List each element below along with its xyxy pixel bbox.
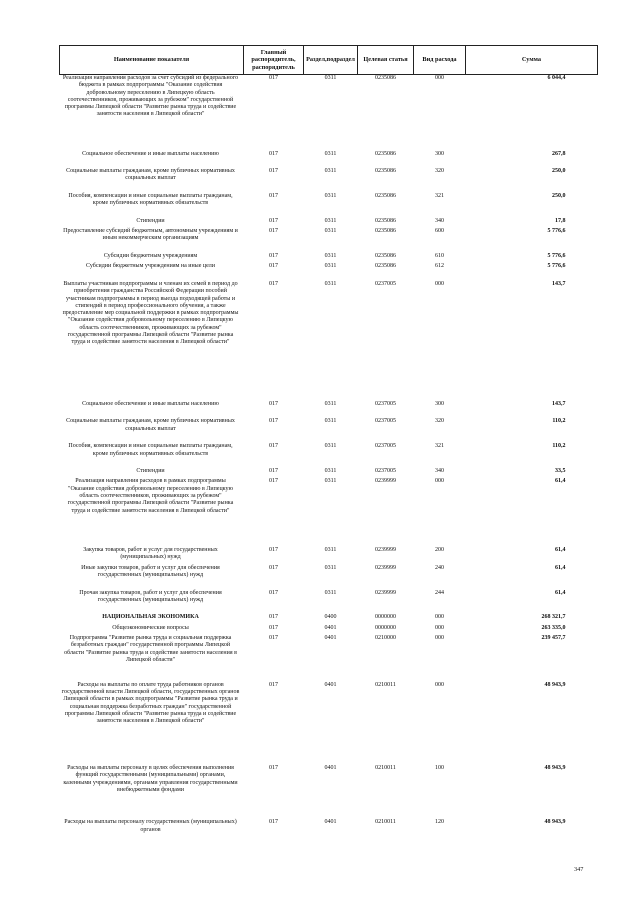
table-body <box>60 75 598 837</box>
row-expense-type: 000 <box>435 478 444 485</box>
row-target: 0000000 <box>375 624 396 631</box>
row-admin: 017 <box>269 765 278 772</box>
row-name: Расходы на выплаты персоналу в целях обеспечения выполнения функций государственными (муниципальными) органами, казенными учреждениями, органами управления государственными внебюджетными фондами <box>63 765 238 794</box>
row-sum: 61,4 <box>555 589 566 596</box>
row-sum: 5 776,6 <box>547 263 566 270</box>
table-row <box>60 75 598 151</box>
row-admin: 017 <box>269 280 278 287</box>
row-section: 0311 <box>324 400 337 407</box>
table-row <box>60 765 598 819</box>
row-target: 0235086 <box>375 192 396 199</box>
table-row <box>60 168 598 193</box>
row-expense-type: 120 <box>435 819 444 826</box>
row-admin: 017 <box>269 400 278 407</box>
row-expense-type: 100 <box>435 765 444 772</box>
row-expense-type: 000 <box>435 614 444 621</box>
table-header-row <box>60 46 598 75</box>
row-section: 0311 <box>324 589 337 596</box>
table-row <box>60 565 598 590</box>
table-row <box>60 819 598 837</box>
table-row <box>60 151 598 169</box>
row-admin: 017 <box>269 263 278 270</box>
row-target: 0237005 <box>375 418 396 425</box>
row-name: Реализация направления расходов за счет субсидий из федерального бюджета в рамках подпрограммы "Оказание содействия добровольному переселению в Липецкую область соотечественников, проживающих за рубежом" государственной программы Липецкой области "Развитие рынка труда и содействие занятости населения в Липецкой области" <box>62 75 239 118</box>
row-target: 0210011 <box>375 765 396 772</box>
row-target: 0235086 <box>375 263 396 270</box>
row-section: 0311 <box>324 75 337 81</box>
row-section: 0311 <box>324 280 337 287</box>
row-sum: 61,4 <box>555 478 566 485</box>
table-row <box>60 281 598 401</box>
table-row <box>60 193 598 218</box>
table-row <box>60 218 598 228</box>
row-admin: 017 <box>269 681 278 688</box>
table-row <box>60 614 598 624</box>
row-admin: 017 <box>269 150 278 157</box>
row-target: 0210011 <box>375 681 396 688</box>
row-expense-type: 000 <box>435 635 444 642</box>
row-admin: 017 <box>269 819 278 826</box>
row-sum: 110,2 <box>552 418 566 425</box>
row-section: 0311 <box>324 443 337 450</box>
row-section: 0311 <box>324 547 337 554</box>
row-admin: 017 <box>269 443 278 450</box>
row-section: 0311 <box>324 217 337 224</box>
header-name: Наименование показателя <box>60 46 244 75</box>
table-row <box>60 228 598 253</box>
row-section: 0401 <box>324 624 337 631</box>
row-name: Социальные выплаты гражданам, кроме публичных нормативных социальных выплат <box>66 418 235 432</box>
row-target: 0237005 <box>375 280 396 287</box>
row-name: Расходы на выплаты персоналу государственных (муниципальных) органов <box>64 819 237 833</box>
row-target: 0235086 <box>375 217 396 224</box>
row-section: 0311 <box>324 418 337 425</box>
row-expense-type: 340 <box>435 217 444 224</box>
row-expense-type: 600 <box>435 228 444 235</box>
row-sum: 48 943,9 <box>544 765 566 772</box>
row-expense-type: 200 <box>435 547 444 554</box>
row-section: 0401 <box>324 681 337 688</box>
row-sum: 61,4 <box>555 564 566 571</box>
row-expense-type: 000 <box>435 75 444 81</box>
header-admin: Главный распорядитель, распорядитель <box>244 46 304 75</box>
table-row <box>60 253 598 263</box>
row-name: Социальные выплаты гражданам, кроме публичных нормативных социальных выплат <box>66 168 235 182</box>
row-sum: 33,5 <box>555 468 566 475</box>
row-section: 0311 <box>324 478 337 485</box>
row-name: Социальное обеспечение и иные выплаты населению <box>82 400 219 407</box>
row-section: 0311 <box>324 150 337 157</box>
row-name: Предоставление субсидий бюджетным, автономным учреждениям и иным некоммерческим организациям <box>63 228 238 242</box>
row-admin: 017 <box>269 564 278 571</box>
row-name: Стипендии <box>136 217 165 224</box>
row-sum: 267,8 <box>552 150 566 157</box>
row-sum: 250,0 <box>552 168 566 175</box>
row-admin: 017 <box>269 253 278 260</box>
table-row <box>60 635 598 682</box>
table-row <box>60 401 598 419</box>
row-section: 0311 <box>324 253 337 260</box>
row-sum: 110,2 <box>552 443 566 450</box>
header-sum: Сумма <box>466 46 598 75</box>
row-sum: 6 044,4 <box>547 75 566 81</box>
row-sum: 143,7 <box>552 280 566 287</box>
row-admin: 017 <box>269 635 278 642</box>
row-sum: 61,4 <box>555 547 566 554</box>
header-target: Целевая статья <box>358 46 414 75</box>
row-section: 0311 <box>324 192 337 199</box>
row-sum: 239 457,7 <box>541 635 566 642</box>
row-target: 0239999 <box>375 564 396 571</box>
row-sum: 48 943,9 <box>544 681 566 688</box>
table-row <box>60 468 598 478</box>
row-sum: 17,8 <box>555 217 566 224</box>
row-section: 0311 <box>324 263 337 270</box>
row-name: Социальное обеспечение и иные выплаты населению <box>82 150 219 157</box>
row-sum: 48 943,9 <box>544 819 566 826</box>
row-name: Стипендии <box>136 468 165 475</box>
table-row <box>60 443 598 468</box>
row-target: 0210000 <box>375 635 396 642</box>
row-section: 0400 <box>324 614 337 621</box>
row-section: 0401 <box>324 635 337 642</box>
row-expense-type: 320 <box>435 418 444 425</box>
row-name: Иные закупки товаров, работ и услуг для обеспечения государственных (муниципальных) нужд <box>81 564 220 578</box>
row-name: Пособия, компенсации и иные социальные выплаты гражданам, кроме публичных нормативных обязательств <box>68 192 233 207</box>
row-expense-type: 300 <box>435 150 444 157</box>
header-expense-type: Вид расхода <box>414 46 466 75</box>
row-section: 0311 <box>324 564 337 571</box>
row-target: 0237005 <box>375 468 396 475</box>
table-row <box>60 418 598 443</box>
row-target: 0237005 <box>375 443 396 450</box>
row-target: 0235086 <box>375 150 396 157</box>
row-name: Субсидии бюджетным учреждениям <box>103 253 198 260</box>
table-row <box>60 478 598 547</box>
table-row <box>60 263 598 281</box>
table-row <box>60 625 598 635</box>
row-expense-type: 000 <box>435 681 444 688</box>
row-expense-type: 321 <box>435 192 444 199</box>
row-target: 0235086 <box>375 228 396 235</box>
row-name: Закупка товаров, работ и услуг для государственных (муниципальных) нужд <box>83 547 218 561</box>
row-expense-type: 321 <box>435 443 444 450</box>
table-row <box>60 547 598 565</box>
row-name: Пособия, компенсации и иные социальные выплаты гражданам, кроме публичных нормативных обязательств <box>68 443 233 457</box>
row-name: Подпрограмма "Развитие рынка труда и социальная поддержка безработных граждан" государственной программы Липецкой области "Развитие рынка труда и содействие занятости населения в Липецкой области" <box>64 635 237 663</box>
row-target: 0239999 <box>375 478 396 485</box>
row-expense-type: 300 <box>435 400 444 407</box>
row-expense-type: 240 <box>435 564 444 571</box>
row-sum: 5 776,6 <box>547 228 566 235</box>
row-name: Общеэкономические вопросы <box>112 624 189 631</box>
row-admin: 017 <box>269 168 278 175</box>
row-admin: 017 <box>269 75 278 81</box>
row-expense-type: 244 <box>435 589 444 596</box>
row-sum: 250,0 <box>552 192 566 199</box>
row-section: 0401 <box>324 819 337 826</box>
row-section: 0311 <box>324 228 337 235</box>
table-row <box>60 682 598 765</box>
row-target: 0235086 <box>375 168 396 175</box>
row-target: 0235086 <box>375 253 396 260</box>
row-name: Реализация направления расходов в рамках подпрограммы "Оказание содействия добровольному переселению в Липецкую область соотечественников, проживающих за рубежом" государственной программы Липецкой области "Развитие рынка труда и содействие занятости населения в Липецкой области" <box>67 478 234 514</box>
row-admin: 017 <box>269 589 278 596</box>
row-target: 0237005 <box>375 400 396 407</box>
row-section: 0401 <box>324 765 337 772</box>
row-target: 0239999 <box>375 547 396 554</box>
row-expense-type: 612 <box>435 263 444 270</box>
page-number: 347 <box>574 866 584 873</box>
row-admin: 017 <box>269 192 278 199</box>
row-target: 0000000 <box>375 614 396 621</box>
row-admin: 017 <box>269 217 278 224</box>
row-section: 0311 <box>324 468 337 475</box>
row-name: Субсидии бюджетным учреждениям на иные цели <box>86 263 215 270</box>
row-admin: 017 <box>269 547 278 554</box>
row-expense-type: 320 <box>435 168 444 175</box>
row-sum: 268 321,7 <box>541 614 566 621</box>
row-name: Расходы на выплаты по оплате труда работников органов государственной власти Липецкой области, государственных органов Липецкой области в рамках подпрограммы "Развитие рынка труда и социальная поддержка безработных граждан" государственной программы Липецкой области "Развитие рынка труда и содействие занятости населения в Липецкой области" <box>61 681 240 725</box>
budget-table <box>59 45 598 837</box>
row-admin: 017 <box>269 478 278 485</box>
row-expense-type: 340 <box>435 468 444 475</box>
row-admin: 017 <box>269 228 278 235</box>
row-admin: 017 <box>269 468 278 475</box>
row-expense-type: 610 <box>435 253 444 260</box>
row-expense-type: 000 <box>435 624 444 631</box>
row-target: 0239999 <box>375 589 396 596</box>
row-name: Выплаты участникам подпрограммы и членам их семей в период до приобретения гражданства Российской Федерации пособий участникам подпрограммы в период выезда подходящей работы и стипендий в период профессионального обучения, а также предоставление мер социальной поддержки в рамках подпрограммы "Оказание содействия добровольному переселению в Липецкую область соотечественников, проживающих за рубежом" государственной программы Липецкой области "Развитие рынка труда и содействие занятости населения в Липецкой области" <box>62 280 239 346</box>
row-target: 0210011 <box>375 819 396 826</box>
row-admin: 017 <box>269 614 278 621</box>
row-sum: 143,7 <box>552 400 566 407</box>
row-admin: 017 <box>269 418 278 425</box>
row-target: 0235086 <box>375 75 396 81</box>
table-row <box>60 590 598 615</box>
row-admin: 017 <box>269 624 278 631</box>
row-name: Прочая закупка товаров, работ и услуг для обеспечения государственных (муниципальных) нужд <box>79 589 222 603</box>
row-name: НАЦИОНАЛЬНАЯ ЭКОНОМИКА <box>102 614 199 621</box>
header-section: Раздел,подраздел <box>304 46 358 75</box>
row-section: 0311 <box>324 168 337 175</box>
row-sum: 263 335,0 <box>541 624 566 631</box>
row-sum: 5 776,6 <box>547 253 566 260</box>
row-expense-type: 000 <box>435 280 444 287</box>
